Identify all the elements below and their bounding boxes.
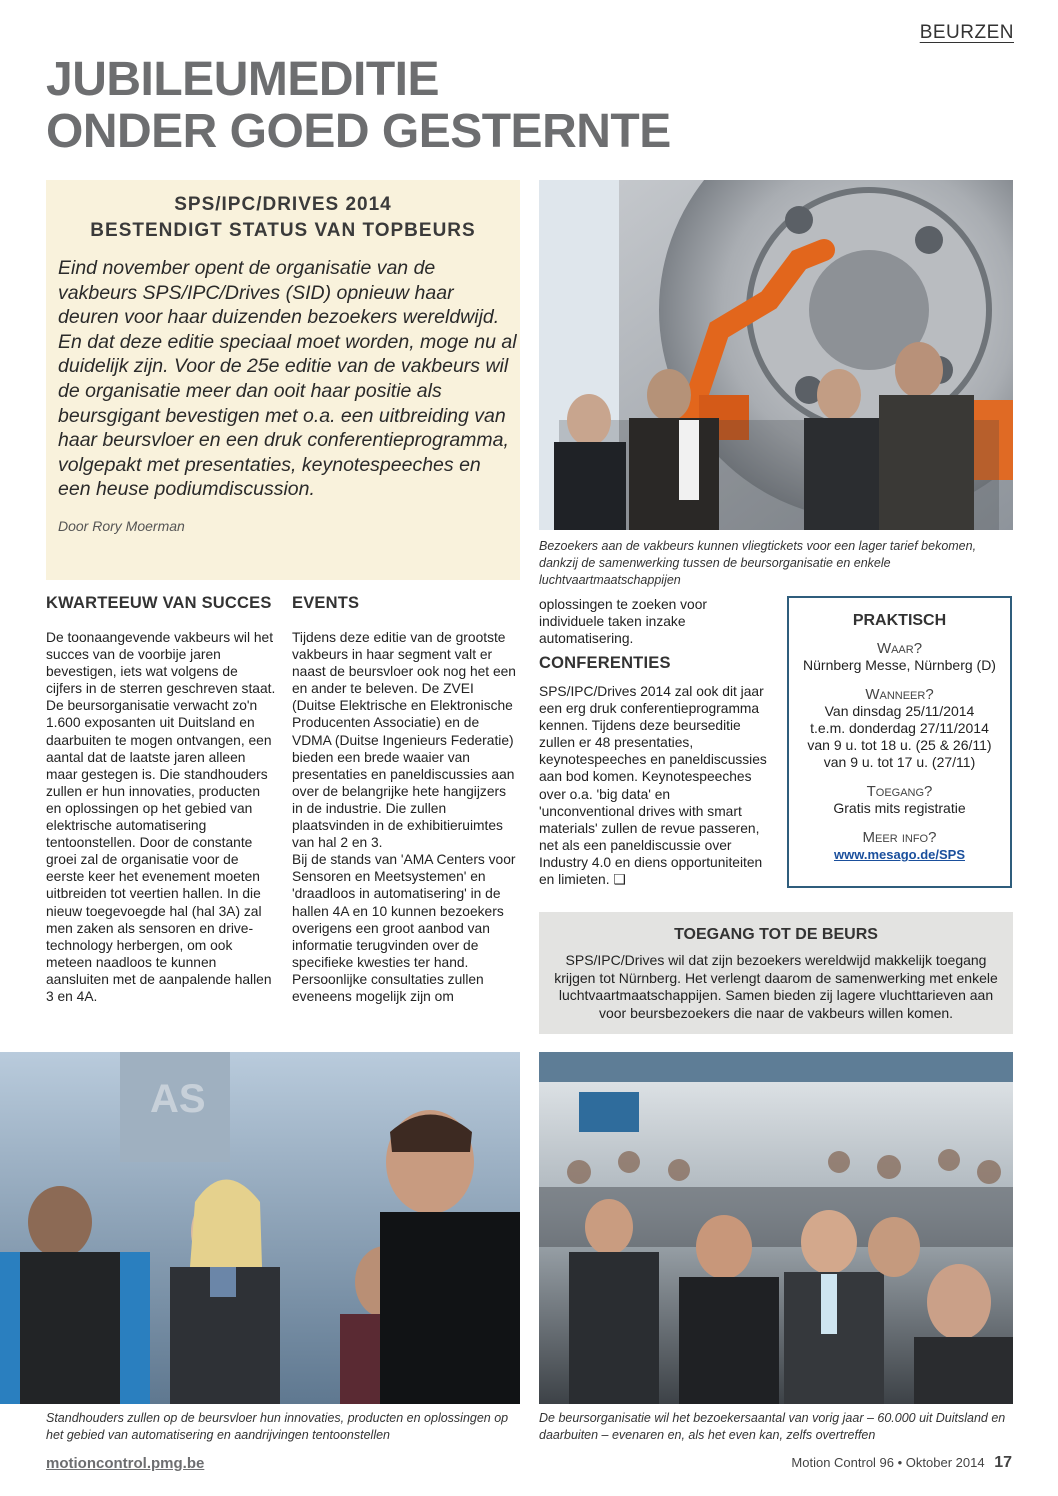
col2-text-3: Persoonlijke consultaties zullen eveneens mogelijk zijn om xyxy=(292,971,484,1004)
col2-text: Tijdens deze editie van de grootste vakbeurs in haar segment valt er naast de beursvloer ook nog het een en ander te beleven. De ZVEI (Duitse Elektrische en Elektronische Producenten Associatie) en de VDMA (Duitse Ingenieurs Federatie) bieden een brede waaier van presentaties en paneldiscussies aan over de belangrijke hete hangijzers in de industrie. Die zullen plaatsvinden in de exhibitieruimtes van hal 2 en 3. xyxy=(292,630,516,851)
toegang-label: Toegang? xyxy=(866,783,933,800)
waar-value: Nürnberg Messe, Nürnberg (D) xyxy=(803,657,996,673)
footer-magazine: Motion Control 96 • Oktober 2014 xyxy=(791,1455,985,1470)
intro-heading-line-1: SPS/IPC/DRIVES 2014 xyxy=(174,194,392,215)
wanneer-value-4: van 9 u. tot 17 u. (27/11) xyxy=(823,754,976,770)
col3-continued-text: oplossingen te zoeken voor individuele taken inzake automatisering. xyxy=(539,597,707,647)
intro-text: Eind november opent de organisatie van de vakbeurs SPS/IPC/Drives (SID) opnieuw haar deuren voor haar duizenden bezoekers wereldwijd. En dat deze editie speciaal moet worden, moge nu al duidelijk zijn. Voor de 25e editie van de vakbeurs wil de organisatie meer dan ooit haar positie als beursgigant bevestigen met o.a. een uitbreiding van haar beursvloer en een druk conferentieprogramma, volgepakt met presentaties, keynotespeeches en een heuse podiumdiscussion. xyxy=(58,257,517,501)
page-number: 17 xyxy=(994,1454,1012,1471)
praktisch-title: PRAKTISCH xyxy=(852,612,947,629)
wanneer-value-1: Van dinsdag 25/11/2014 xyxy=(824,703,975,719)
caption-bottom-left: Standhouders zullen op de beursvloer hun innovaties, producten en oplossingen op het gebied van automatisering en aandrijvingen tentoonstellen xyxy=(46,1411,509,1442)
photo-crowd-image xyxy=(539,1052,1013,1404)
toegang-value: Gratis mits registratie xyxy=(833,800,966,816)
col2-text-2: Bij de stands van 'AMA Centers voor Sensoren en Meetsystemen' en 'draadloos in automatisering' in de hallen 4A en 10 kunnen bezoekers overigens een groot aanbod van informatie terugvinden over de specifieke kwesties ter hand. xyxy=(292,852,516,970)
photo-booth-image xyxy=(0,1052,520,1404)
toegang-text: SPS/IPC/Drives wil dat zijn bezoekers wereldwijd makkelijk toegang krijgen tot Nürnberg. Het verlengt daarom de samenwerking met enkele luchtvaartmaatschappijen. Samen bieden zij lagere vluchttarieven aan voor beursbezoekers die naar de vakbeurs willen komen. xyxy=(554,952,998,1021)
praktisch-box xyxy=(787,596,1012,888)
photo-robot-arm xyxy=(539,180,1013,530)
wanneer-value-2: t.e.m. donderdag 27/11/2014 xyxy=(810,720,989,736)
waar-label: Waar? xyxy=(876,640,923,657)
photo-booth xyxy=(0,1052,520,1404)
col1-text: De toonaangevende vakbeurs wil het succes van de voorbije jaren bevestigen, iets wat volgens de cijfers in de sterren geschreven staat. De beursorganisatie verwacht zo'n 1.600 exposanten uit Duitsland en daarbuiten te mogen ontvangen, een aantal dat de laatste jaren alleen maar gestegen is. Die standhouders zullen er hun innovaties, producten en oplossingen op het gebied van elektrische automatisering tentoonstellen. Door de constante groei zal de organisatie voor de eerste keer het evenement moeten uitbreiden tot veertien hallen. In die nieuw toegevoegde hal (hal 3A) zal men zaken als sensoren en drive-technology herbergen, om ook meteen naadloos te kunnen aansluiten met de aanpalende hallen 3 en 4A. xyxy=(46,630,276,1004)
footer-website-link[interactable]: motioncontrol.pmg.be xyxy=(46,1455,205,1472)
photo-robot-arm-image xyxy=(539,180,1013,530)
col3-heading: CONFERENTIES xyxy=(539,654,671,672)
photo-crowd xyxy=(539,1052,1013,1404)
col3-body: SPS/IPC/Drives 2014 zal ook dit jaar een erg druk conferentieprogramma kennen. Tijdens deze beurseditie zullen er 48 presentaties, keynotespeeches en paneldiscussies aan bod komen. Keynotespeeches over o.a. 'big data' en 'unconventional drives with smart materials' zullen de revue passeren, net als een paneldiscussie over Industry 4.0 en diens opportuniteiten en limieten. xyxy=(539,684,767,888)
headline-line-2: ONDER GOED GESTERNTE xyxy=(46,105,671,158)
caption-top-right: Bezoekers aan de vakbeurs kunnen vliegtickets voor een lager tarief bekomen, dankzij de samenwerking tussen de beursorganisatie en enkele luchtvaartmaatschappijen xyxy=(539,539,977,587)
svg-text:AS: AS xyxy=(150,1077,206,1121)
col2-body xyxy=(292,629,520,1005)
intro-box xyxy=(46,180,520,580)
footer-right xyxy=(791,1454,1012,1472)
headline-line-1: JUBILEUMEDITIE xyxy=(46,53,440,106)
wanneer-value-3: van 9 u. tot 18 u. (25 & 26/11) xyxy=(807,737,992,753)
caption-bottom-right: De beursorganisatie wil het bezoekersaantal van vorig jaar – 60.000 uit Duitsland en daarbuiten – evenaren en, als het even kan, zelfs overtreffen xyxy=(539,1411,1006,1442)
page-title xyxy=(46,54,806,158)
col2-heading: EVENTS xyxy=(292,594,360,612)
byline: Door Rory Moerman xyxy=(58,518,185,534)
end-mark-icon: ❑ xyxy=(613,872,626,888)
intro-heading-line-2: BESTENDIGT STATUS VAN TOPBEURS xyxy=(90,220,476,241)
toegang-title: TOEGANG TOT DE BEURS xyxy=(674,926,878,943)
section-tag: BEURZEN xyxy=(919,22,1014,43)
toegang-box xyxy=(539,912,1013,1034)
info-link[interactable]: www.mesago.de/SPS xyxy=(833,847,965,862)
info-label: Meer info? xyxy=(862,829,937,846)
wanneer-label: Wanneer? xyxy=(865,686,934,703)
col3-text xyxy=(539,683,769,888)
col1-heading: KWARTEEUW VAN SUCCES xyxy=(46,594,272,612)
